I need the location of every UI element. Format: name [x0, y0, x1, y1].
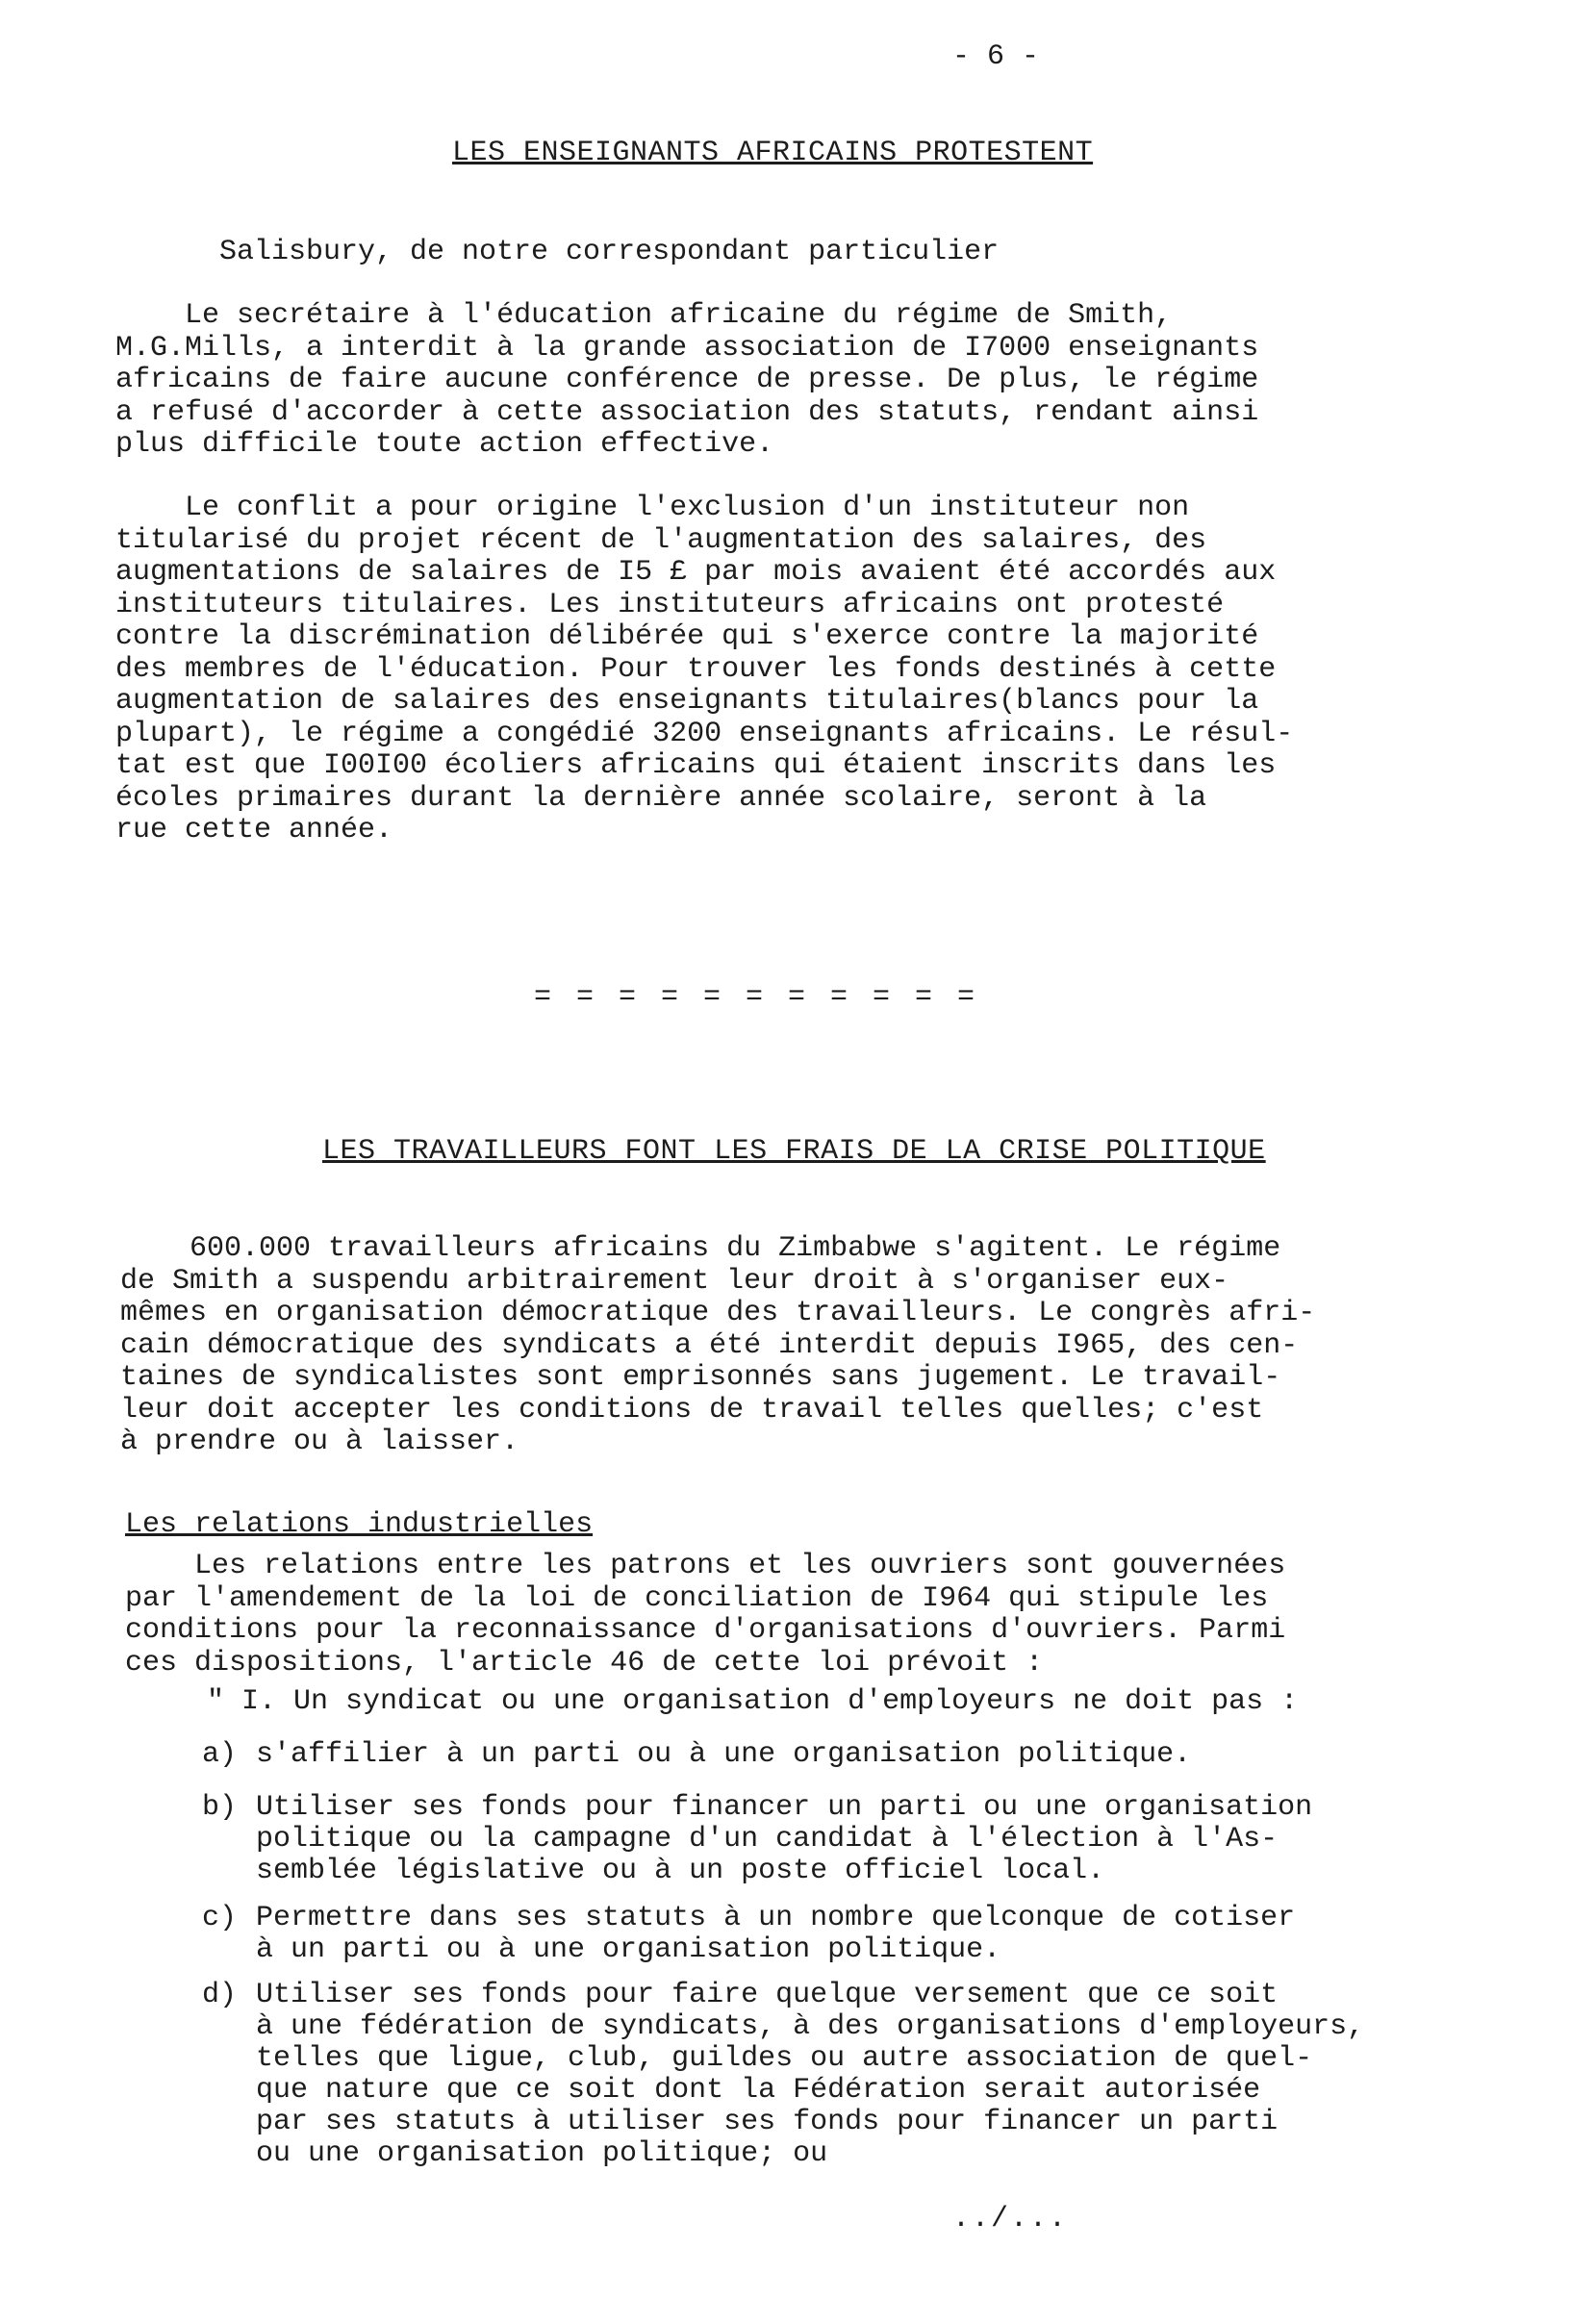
text-line: écoles primaires durant la dernière année scolaire, seront à la [115, 781, 1207, 815]
text-line: a refusé d'accorder à cette association des statuts, rendant ainsi [115, 395, 1259, 429]
text-line: telles que ligue, club, guildes ou autre association de quel- [256, 2042, 1313, 2075]
text-line: africains de faire aucune conférence de presse. De plus, le régime [115, 364, 1259, 396]
text-line: conditions pour la reconnaissance d'organisations d'ouvriers. Parmi [125, 1614, 1286, 1647]
text-line: rue cette année. [115, 814, 393, 846]
text-line: ces dispositions, l'article 46 de cette loi prévoit : [125, 1646, 1044, 1680]
text-line: que nature que ce soit dont la Fédération serait autorisée [256, 2074, 1261, 2107]
text-line: titularisé du projet récent de l'augmentation des salaires, des [115, 523, 1207, 557]
text-line: mêmes en organisation démocratique des travailleurs. Le congrès afri- [120, 1297, 1316, 1329]
text-line: des membres de l'éducation. Pour trouver les fonds destinés à cette [115, 652, 1277, 686]
text-line: à prendre ou à laisser. [120, 1426, 519, 1458]
text-line: taines de syndicalistes sont emprisonnés sans jugement. Le travail- [120, 1361, 1281, 1394]
article-title-workers: LES TRAVAILLEURS FONT LES FRAIS DE LA CRISE POLITIQUE [322, 1135, 1266, 1168]
article1-paragraph-1 [115, 300, 1258, 462]
page-number: - 6 - [952, 40, 1040, 73]
text-line: augmentation de salaires des enseignants titulaires(blancs pour la [115, 685, 1259, 718]
text-line: 600.000 travailleurs africains du Zimbabwe s'agitent. Le régime [120, 1232, 1281, 1265]
text-line: leur doit accepter les conditions de travail telles quelles; c'est [120, 1393, 1264, 1427]
text-line: Le conflit a pour origine l'exclusion d'un instituteur non [115, 492, 1190, 524]
text-line: Les relations entre les patrons et les ouvriers sont gouvernées [125, 1550, 1286, 1582]
text-line: cain démocratique des syndicats a été interdit depuis I965, des cen- [120, 1328, 1299, 1362]
list-item-d [202, 1979, 1365, 2170]
dateline: Salisbury, de notre correspondant particulier [219, 236, 1000, 268]
text-line: instituteurs titulaires. Les instituteurs africains ont protesté [115, 588, 1225, 621]
text-line: à un parti ou à une organisation politique. [256, 1933, 1001, 1966]
continuation-mark: ../... [952, 2203, 1069, 2236]
list-marker: b) [202, 1791, 238, 1824]
list-marker: a) [202, 1738, 238, 1771]
text-line: ou une organisation politique; ou [256, 2137, 828, 2170]
text-line: politique ou la campagne d'un candidat à l'élection à l'As- [256, 1823, 1279, 1856]
text-line: Utiliser ses fonds pour faire quelque versement que ce soit [256, 1979, 1279, 2011]
quote-intro: " I. Un syndicat ou une organisation d'employeurs ne doit pas : [207, 1685, 1299, 1718]
text-line: plus difficile toute action effective. [115, 428, 774, 461]
text-line: M.G.Mills, a interdit à la grande association de I7000 enseignants [115, 331, 1259, 365]
text-line: Permettre dans ses statuts à un nombre quelconque de cotiser [256, 1902, 1296, 1934]
text-line: Utiliser ses fonds pour financer un parti ou une organisation [256, 1791, 1313, 1824]
text-line: semblée législative ou à un poste officiel local. [256, 1855, 1105, 1887]
article1-paragraph-2 [115, 493, 1293, 847]
text-line: par l'amendement de la loi de conciliation de I964 qui stipule les [125, 1581, 1269, 1615]
text-line: s'affilier à un parti ou à une organisation politique. [256, 1738, 1192, 1771]
text-line: de Smith a suspendu arbitrairement leur droit à s'organiser eux- [120, 1264, 1229, 1298]
text-line: Le secrétaire à l'éducation africaine du régime de Smith, [115, 299, 1173, 332]
section-separator: = = = = = = = = = = = [534, 981, 979, 1014]
text-line: par ses statuts à utiliser ses fonds pour financer un parti [256, 2106, 1279, 2138]
text-line: à une fédération de syndicats, à des organisations d'employeurs, [256, 2010, 1365, 2043]
article-title-teachers: LES ENSEIGNANTS AFRICAINS PROTESTENT [452, 137, 1094, 169]
article2-paragraph-2 [125, 1551, 1285, 1680]
text-line: augmentations de salaires de I5 £ par mois avaient été accordés aux [115, 556, 1277, 589]
article2-paragraph-1 [120, 1233, 1315, 1459]
subheading-industrial-relations: Les relations industrielles [125, 1508, 594, 1541]
list-marker: c) [202, 1902, 238, 1934]
text-line: tat est que I00I00 écoliers africains qui étaient inscrits dans les [115, 749, 1277, 782]
list-marker: d) [202, 1979, 238, 2011]
text-line: contre la discrémination délibérée qui s'exerce contre la majorité [115, 620, 1259, 653]
text-line: plupart), le régime a congédié 3200 enseignants africains. Le résul- [115, 717, 1294, 750]
